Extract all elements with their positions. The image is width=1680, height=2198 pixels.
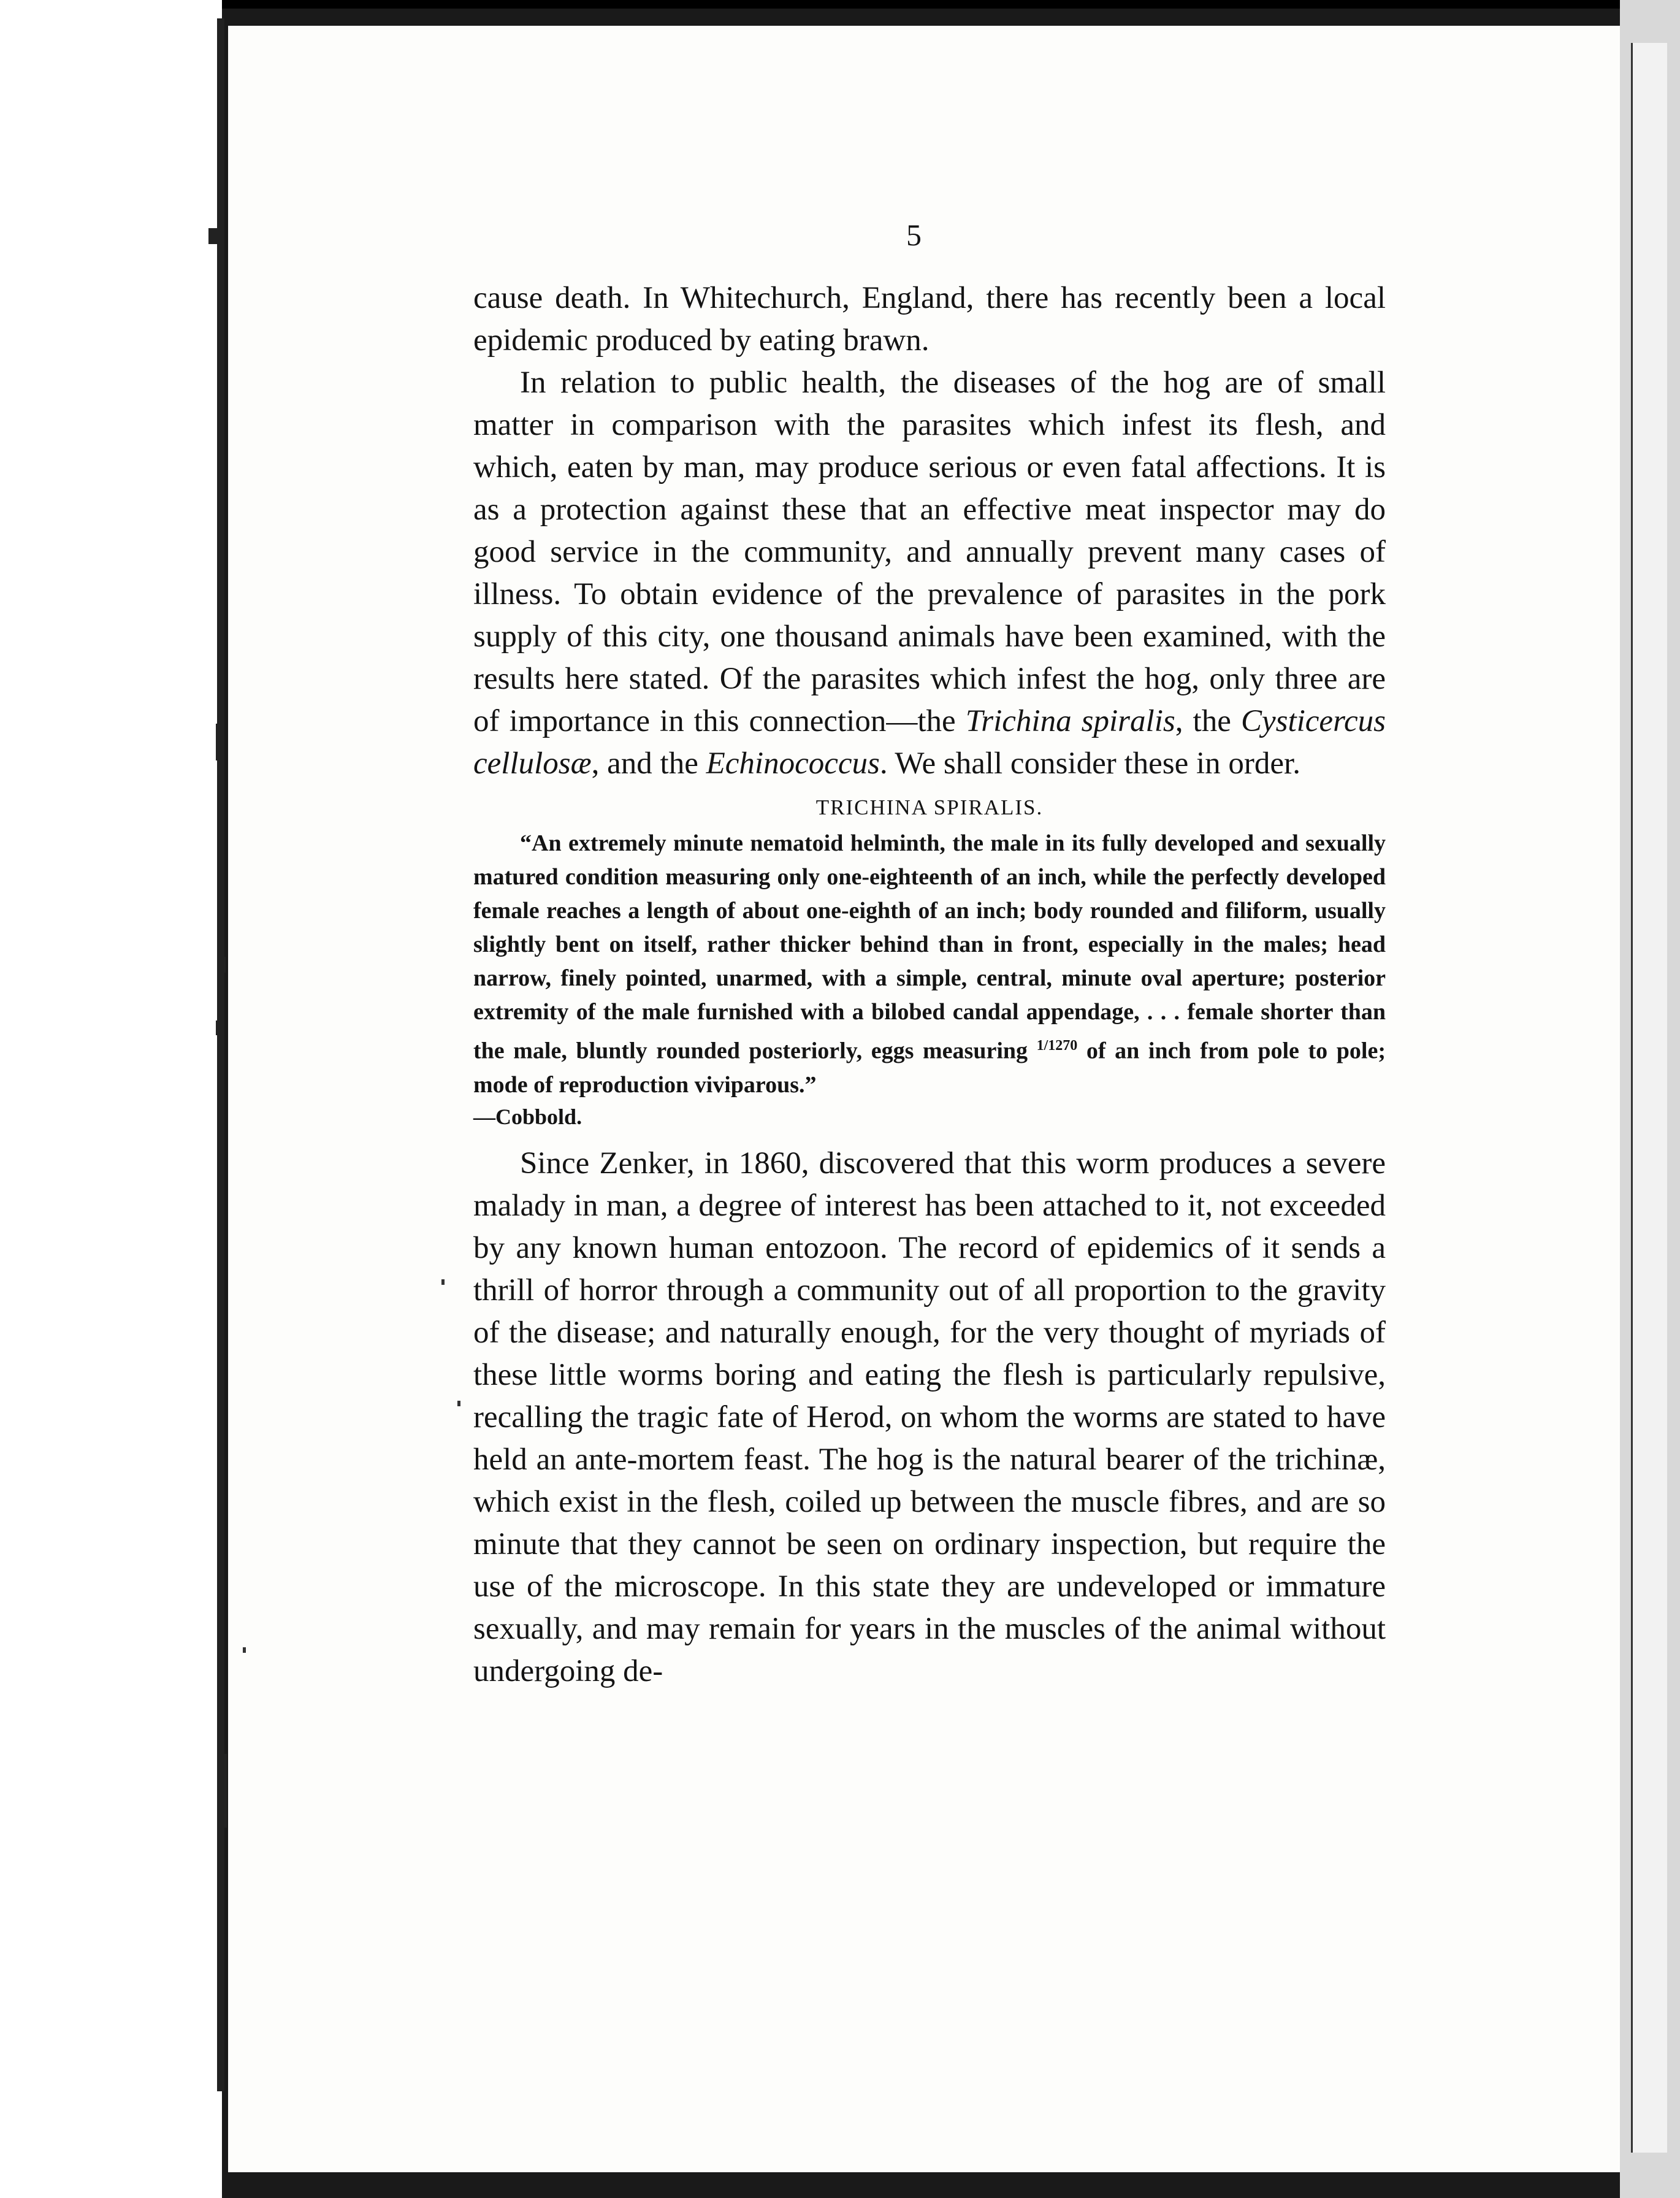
block-quote: “An extremely minute nematoid helminth, the male in its fully developed and sexually matured condition measuring only one-eighteenth of an inch, while the perfectly developed female reaches a length of about one-eighth of an inch; body rounded and filiform, usually slightly bent on itself, rather thicker behind than in front, especially in the males; head narrow, finely pointed, unarmed, with a simple, central, minute oval aperture; posterior extremity of the male furnished with a bilobed candal appendage, . . . female shorter than the male, bluntly rounded posteriorly, eggs measuring $^{1/1270}$ of an inch from pole to pole; mode of reproduction viviparous.” bbox=[473, 830, 1386, 1098]
fraction: 1/1270 bbox=[1036, 1038, 1078, 1054]
scan-top-border bbox=[0, 0, 1680, 9]
quote-attribution: —Cobbold. bbox=[473, 1104, 582, 1129]
gutter-mark bbox=[208, 228, 222, 244]
italic-term: Echinococcus bbox=[706, 746, 880, 781]
page-number: 5 bbox=[906, 218, 922, 252]
page-body bbox=[473, 277, 1386, 1693]
paragraph: cause death. In Whitechurch, England, there has recently been a local epidemic produced by eating brawn. bbox=[473, 281, 1386, 358]
italic-term: Trichina spiralis bbox=[965, 704, 1175, 738]
gutter-mark bbox=[216, 1020, 224, 1035]
gutter-mark bbox=[218, 957, 226, 973]
left-facing-page-margin bbox=[0, 0, 222, 2198]
ink-speck bbox=[243, 1647, 246, 1653]
section-heading: TRICHINA SPIRALIS. bbox=[815, 795, 1044, 819]
italic-term: Cysticercus cellulosæ bbox=[473, 704, 1386, 781]
right-scan-border bbox=[1620, 0, 1680, 2198]
gutter-mark bbox=[216, 724, 222, 760]
ink-speck bbox=[457, 1401, 460, 1406]
gutter-mark bbox=[221, 1754, 227, 1828]
ink-speck bbox=[441, 1279, 445, 1285]
paragraph: Since Zenker, in 1860, discovered that this worm produces a severe malady in man, a degree of interest has been attached to it, not exceeded by any known human entozoon. The record of epidemics of it sends a thrill of horror through a community out of all proportion to the gravity of the disease; and naturally enough, for the very thought of myriads of these little worms boring and eating the flesh is particularly repulsive, recalling the tragic fate of Herod, on whom the worms are stated to have held an ante-mortem feast. The hog is the natural bearer of the trichinæ, which exist in the flesh, coiled up between the muscle fibres, and are so minute that they cannot be seen on ordinary inspection, but require the use of the microscope. In this state they are undeveloped or immature sexually, and may remain for years in the muscles of the animal without undergoing de- bbox=[473, 1146, 1386, 1688]
paragraph: In relation to public health, the diseases of the hog are of small matter in comparison with the parasites which infest its flesh, and which, eaten by man, may produce serious or even fatal affections. It is as a protection against these that an effective meat inspector may do good service in the community, and annually prevent many cases of illness. To obtain evidence of the prevalence of parasites in the pork supply of this city, one thousand animals have been examined, with the results here stated. Of the parasites which infest the hog, only three are of importance in this connection—the Trichina spiralis, the Cysticercus cellulosæ, and the Echinococcus. We shall consider these in order. bbox=[473, 366, 1386, 781]
